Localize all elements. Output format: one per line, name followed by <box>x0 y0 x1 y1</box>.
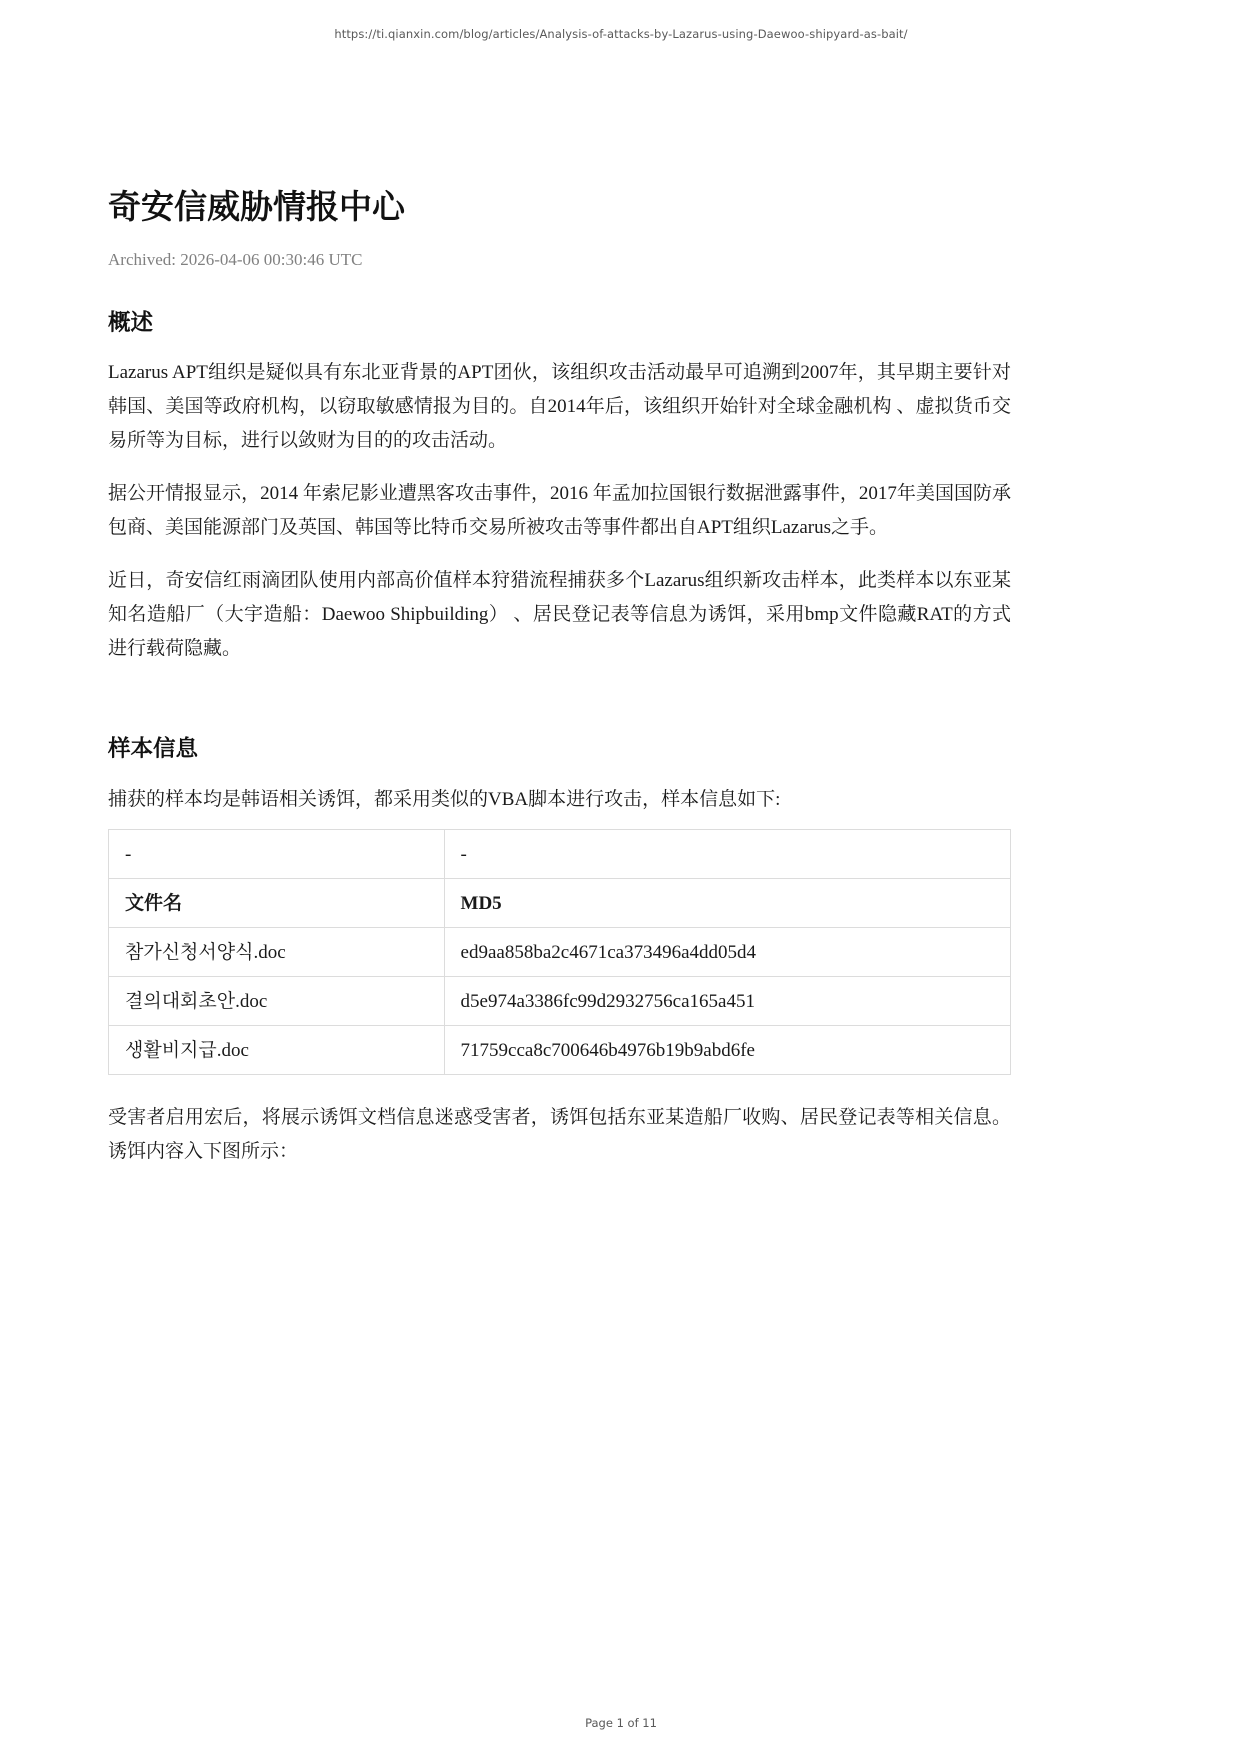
overview-paragraph-2: 据公开情报显示，2014 年索尼影业遭黑客攻击事件，2016 年孟加拉国银行数据泄露事件，2017年美国国防承包商、美国能源部门及英国、韩国等比特币交易所被攻击等事件都出自APT组织Lazarus之手。 <box>108 483 1011 539</box>
print-header-url: https://ti.qianxin.com/blog/articles/Analysis-of-attacks-by-Lazarus-using-Daewoo-shipyard-as-bait/ <box>334 27 908 41</box>
page-footer: Page 1 of 11 <box>585 1716 657 1730</box>
samples-table <box>108 829 1011 1075</box>
table-row <box>109 1025 1011 1074</box>
table-header-md5: MD5 <box>444 878 1010 927</box>
table-row-preheader <box>109 829 1011 878</box>
table-cell-preheader-md5: - <box>444 829 1010 878</box>
page-title: 奇安信威胁情报中心 <box>108 188 405 225</box>
samples-after-table: 受害者启用宏后，将展示诱饵文档信息迷惑受害者，诱饵包括东亚某造船厂收购、居民登记表等相关信息。诱饵内容入下图所示： <box>108 1106 1011 1162</box>
article-content <box>108 0 1011 1169</box>
table-row <box>109 927 1011 976</box>
table-cell-md5: 71759cca8c700646b4976b19b9abd6fe <box>444 1025 1010 1074</box>
overview-paragraph-1: Lazarus APT组织是疑似具有东北亚背景的APT团伙，该组织攻击活动最早可追溯到2007年，其早期主要针对韩国、美国等政府机构，以窃取敏感情报为目的。自2014年后，该组织开始针对全球金融机构 、虚拟货币交易所等为目标，进行以敛财为目的的攻击活动。 <box>108 362 1011 452</box>
table-row <box>109 976 1011 1025</box>
table-header-row <box>109 878 1011 927</box>
section-heading-samples: 样本信息 <box>108 736 199 762</box>
samples-intro: 捕获的样本均是韩语相关诱饵，都采用类似的VBA脚本进行攻击，样本信息如下: <box>108 788 781 810</box>
table-cell-filename: 생활비지급.doc <box>109 1025 445 1074</box>
table-cell-md5: d5e974a3386fc99d2932756ca165a451 <box>444 976 1010 1025</box>
archived-timestamp: Archived: 2026-04-06 00:30:46 UTC <box>108 250 363 270</box>
table-cell-filename: 결의대회초안.doc <box>109 976 445 1025</box>
overview-paragraph-3: 近日，奇安信红雨滴团队使用内部高价值样本狩猎流程捕获多个Lazarus组织新攻击样本，此类样本以东亚某知名造船厂（大宇造船：Daewoo Shipbuilding） 、居民登记表等信息为诱饵，采用bmp文件隐藏RAT的方式进行载荷隐藏。 <box>108 570 1011 660</box>
table-header-filename: 文件名 <box>109 878 445 927</box>
table-cell-filename: 참가신청서양식.doc <box>109 927 445 976</box>
section-heading-overview: 概述 <box>108 310 154 336</box>
table-cell-preheader-name: - <box>109 829 445 878</box>
table-cell-md5: ed9aa858ba2c4671ca373496a4dd05d4 <box>444 927 1010 976</box>
